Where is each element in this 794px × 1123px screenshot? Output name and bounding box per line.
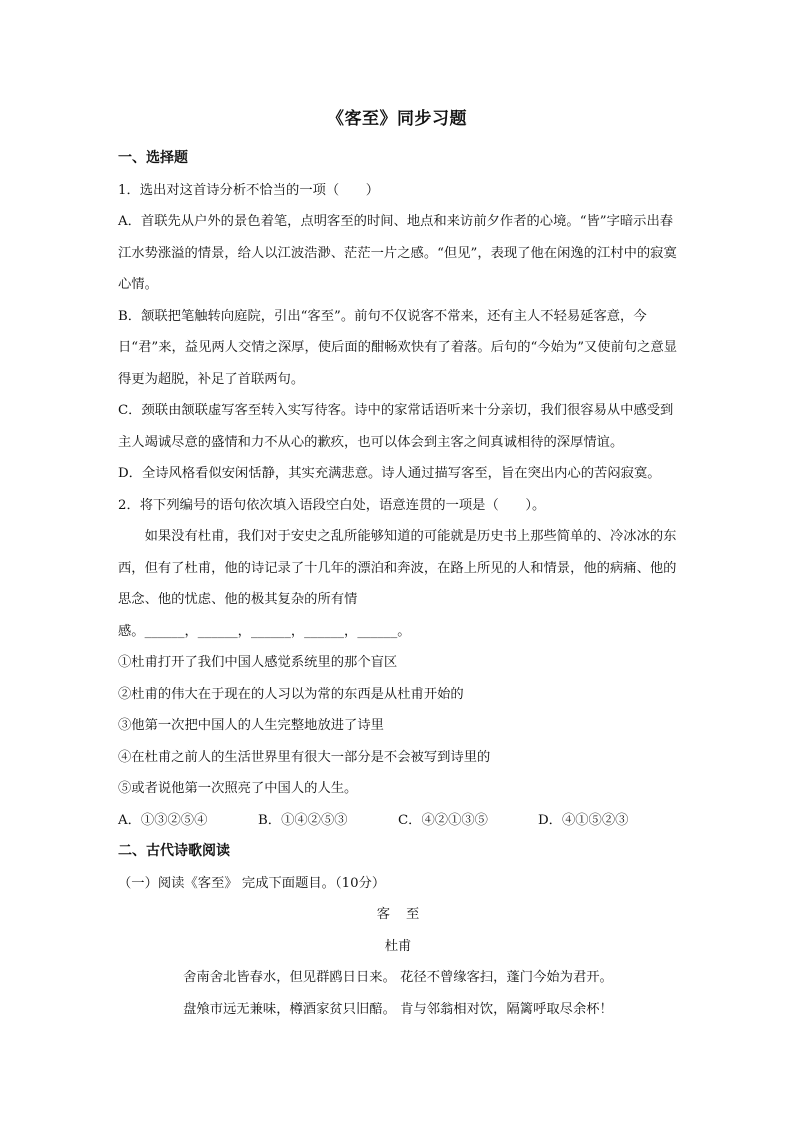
section-heading-poetry: 二、古代诗歌阅读	[118, 843, 230, 859]
question-2-blanks: 感。______，______，______，______，______。	[118, 623, 411, 639]
question-1-stem: 1．选出对这首诗分析不恰当的一项（ ）	[118, 182, 380, 198]
poem-line: 舍南舍北皆春水，但见群鸥日日来。 花径不曾缘客扫，蓬门今始为君开。	[183, 970, 613, 985]
poetry-subsection-instruction: （一）阅读《客至》 完成下面题目。（10分）	[118, 875, 386, 891]
question-2-item: ②杜甫的伟大在于现在的人习以为常的东西是从杜甫开始的	[118, 686, 464, 702]
question-2-stem: 2．将下列编号的语句依次填入语段空白处，语意连贯的一项是（ ）。	[118, 497, 546, 513]
question-1-option-d: D．全诗风格看似安闲恬静，其实充满悲意。诗人通过描写客至，旨在突出内心的苦闷寂寞。	[118, 466, 661, 481]
page-title: 《客至》同步习题	[327, 109, 467, 129]
question-2-passage: 如果没有杜甫，我们对于安史之乱所能够知道的可能就是历史书上那些简单的、冷冰冰的东西，但有了杜甫，他的诗记录了十几年的漂泊和奔波，在路上所见的人和情景，他的病痛、他的思念、他的忧虑、他的极其复杂的所有情	[118, 529, 677, 607]
question-1-option-c: C．颈联由颔联虚写客至转入实写待客。诗中的家常话语听来十分亲切，我们很容易从中感受到主人竭诚尽意的盛情和力不从心的歉疚，也可以体会到主客之间真诚相待的深厚情谊。	[118, 403, 674, 450]
question-2-item: ③他第一次把中国人的人生完整地放进了诗里	[118, 718, 384, 733]
question-2-item: ⑤或者说他第一次照亮了中国人的人生。	[118, 781, 358, 796]
poem-author: 杜甫	[384, 938, 412, 954]
question-2-item: ①杜甫打开了我们中国人感觉系统里的那个盲区	[118, 655, 398, 670]
document-body	[118, 143, 678, 1025]
question-2-option-d: D．④①⑤②③	[538, 812, 629, 828]
question-2-options	[118, 805, 678, 837]
poem-title: 客至	[376, 907, 436, 922]
question-1-option-a: A．首联先从户外的景色着笔，点明客至的时间、地点和来访前夕作者的心境。“皆”字暗示出春江水势涨溢的情景，给人以江波浩渺、茫茫一片之感。“但见”，表现了他在闲逸的江村中的寂寞心情。	[118, 214, 677, 292]
question-2-option-a: A．①③②⑤④	[118, 812, 208, 828]
question-1-option-b: B．颔联把笔触转向庭院，引出“客至”。前句不仅说客不常来，还有主人不轻易延客意，今日“君”来，益见两人交情之深厚，使后面的酣畅欢快有了着落。后句的“今始为”又使前句之意显得更为超脱，补足了首联两句。	[118, 308, 678, 387]
question-2-item: ④在杜甫之前人的生活世界里有很大一部分是不会被写到诗里的	[118, 749, 491, 765]
poem-line: 盘飧市远无兼味，樽酒家贫只旧醅。 肯与邻翁相对饮，隔篱呼取尽余杯！	[183, 1001, 613, 1017]
question-2-option-b: B．①④②⑤③	[258, 812, 348, 828]
section-heading-choice: 一、选择题	[118, 150, 188, 166]
question-2-option-c: C．④②①③⑤	[398, 812, 488, 828]
